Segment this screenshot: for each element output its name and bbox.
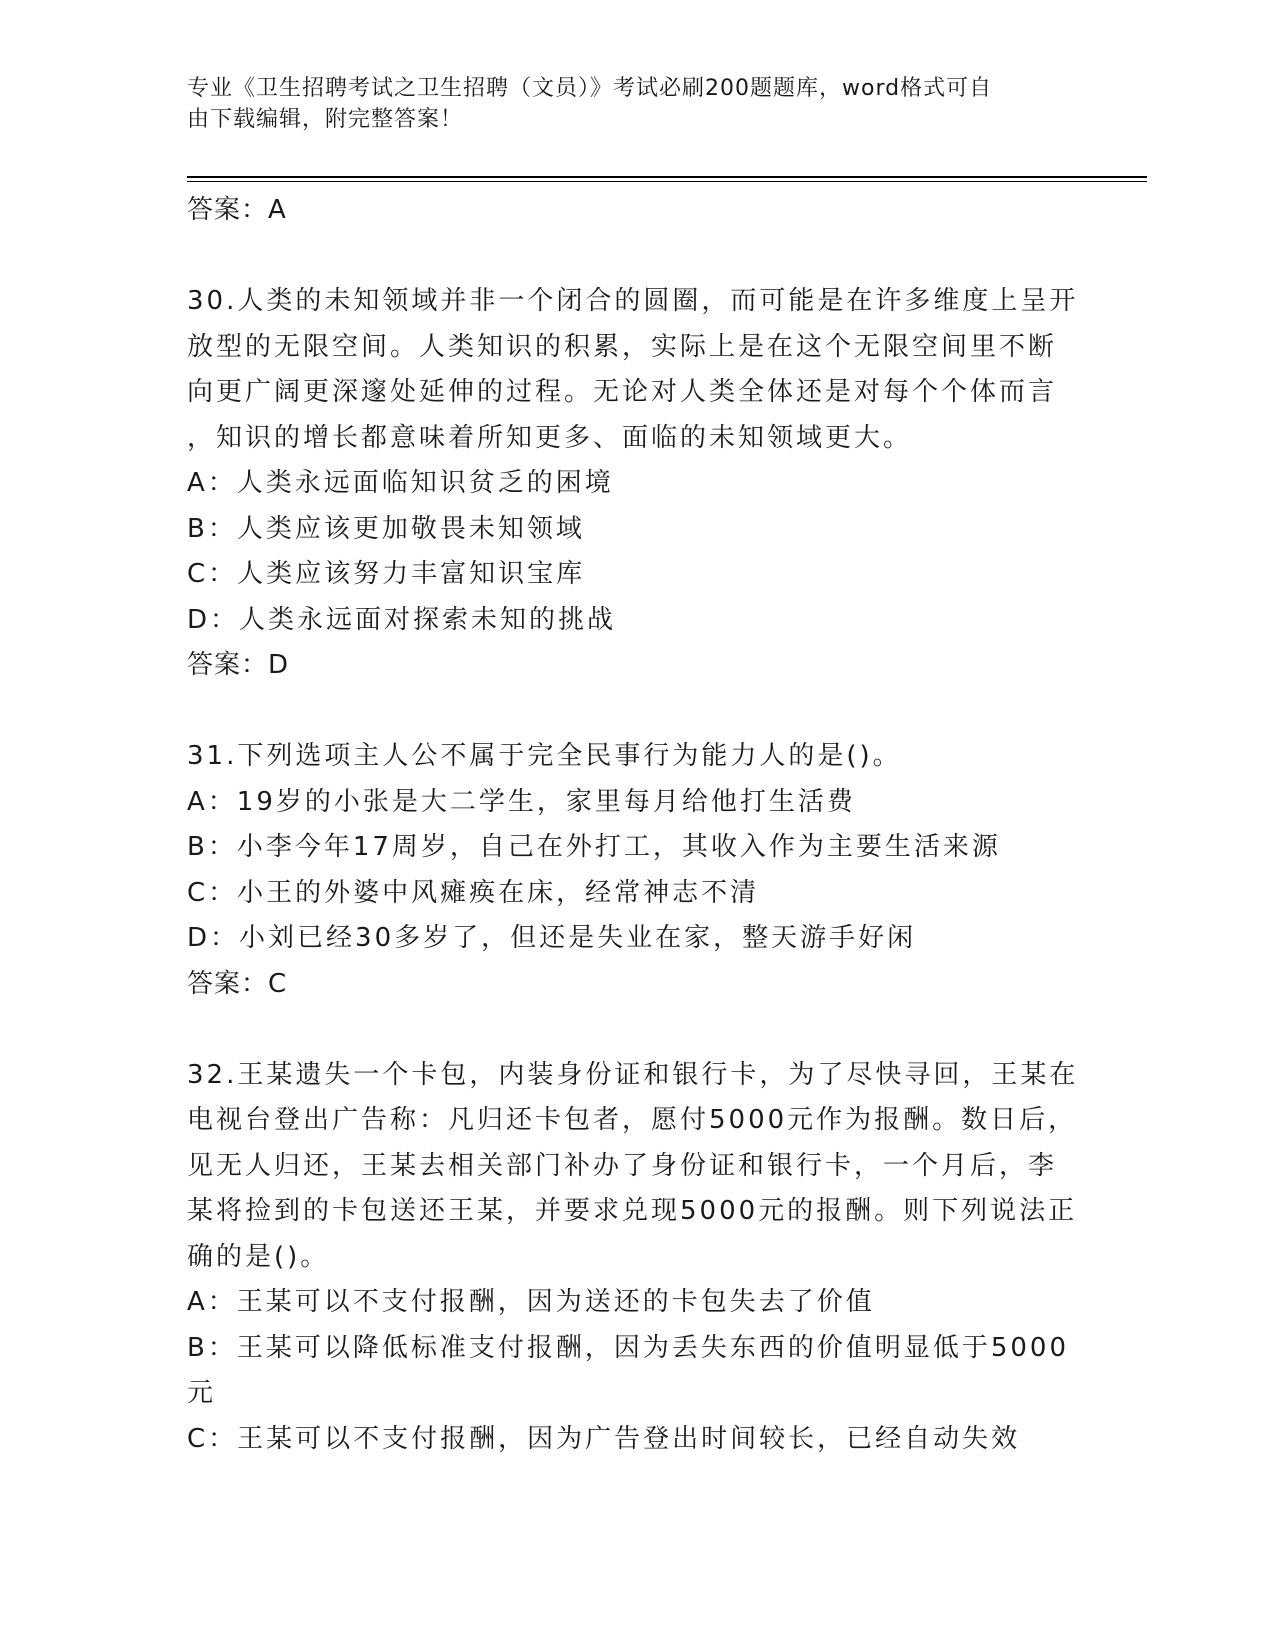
- answer-label: 答案：: [187, 650, 269, 680]
- option-a: A：王某可以不支付报酬，因为送还的卡包失去了价值: [187, 1287, 875, 1317]
- question-stem-line: 确的是()。: [187, 1241, 330, 1272]
- document-body: [187, 188, 1147, 1462]
- question-stem-line: 向更广阔更深邃处延伸的过程。无论对人类全体还是对每个个体而言: [187, 377, 1058, 407]
- question-stem-line: 电视台登出广告称：凡归还卡包者，愿付5000元作为报酬。数日后，: [187, 1105, 1078, 1135]
- question-30: [187, 279, 1147, 689]
- header-rule-thick: [187, 176, 1147, 178]
- answer-value: C: [268, 968, 288, 999]
- question-stem-line: 32.王某遗失一个卡包，内装身份证和银行卡，为了尽快寻回，王某在: [187, 1059, 1079, 1090]
- option-b: B：小李今年17周岁，自己在外打工，其收入作为主要生活来源: [187, 832, 1001, 862]
- header-line-1: 专业《卫生招聘考试之卫生招聘（文员）》考试必刷200题题库，word格式可自: [187, 76, 993, 101]
- spacer: [187, 234, 1147, 280]
- question-stem-line: 30.人类的未知领域并非一个闭合的圆圈，而可能是在许多维度上呈开: [187, 286, 1079, 316]
- answer-label: 答案：: [187, 968, 269, 999]
- option-c: C：王某可以不支付报酬，因为广告登出时间较长，已经自动失效: [187, 1423, 1021, 1454]
- question-stem-line: 放型的无限空间。人类知识的积累，实际上是在这个无限空间里不断: [187, 331, 1058, 362]
- answer-value: D: [268, 650, 290, 680]
- question-stem-line: 31.下列选项主人公不属于完全民事行为能力人的是()。: [187, 741, 902, 771]
- option-c: C：小王的外婆中风瘫痪在床，经常神志不清: [187, 877, 760, 908]
- option-d: D：人类永远面对探索未知的挑战: [187, 604, 617, 635]
- option-a: A：人类永远面临知识贫乏的困境: [187, 468, 614, 498]
- option-b: B：王某可以降低标准支付报酬，因为丢失东西的价值明显低于5000: [187, 1332, 1070, 1363]
- option-b: B：人类应该更加敬畏未知领域: [187, 513, 585, 544]
- answer-label: 答案：: [187, 195, 269, 225]
- answer-line: [187, 962, 1147, 1008]
- page-header: [187, 73, 1067, 135]
- option-c: C：人类应该努力丰富知识宝库: [187, 559, 586, 589]
- option-b-continued: 元: [187, 1378, 217, 1408]
- question-stem-line: 见无人归还，王某去相关部门补办了身份证和银行卡，一个月后，李: [187, 1150, 1058, 1181]
- option-d: D：小刘已经30多岁了，但还是失业在家，整天游手好闲: [187, 923, 917, 953]
- answer-value: A: [268, 195, 287, 225]
- answer-line: [187, 188, 1147, 234]
- spacer: [187, 689, 1147, 735]
- question-32: [187, 1053, 1147, 1463]
- question-stem-line: 某将捡到的卡包送还王某，并要求兑现5000元的报酬。则下列说法正: [187, 1196, 1078, 1226]
- spacer: [187, 1007, 1147, 1053]
- option-a: A：19岁的小张是大二学生，家里每月给他打生活费: [187, 786, 856, 817]
- question-31: [187, 734, 1147, 1007]
- question-stem-line: ，知识的增长都意味着所知更多、面临的未知领域更大。: [187, 422, 913, 453]
- header-line-2: 由下载编辑，附完整答案！: [187, 107, 464, 132]
- header-rule-thin: [187, 181, 1147, 182]
- answer-line: [187, 643, 1147, 689]
